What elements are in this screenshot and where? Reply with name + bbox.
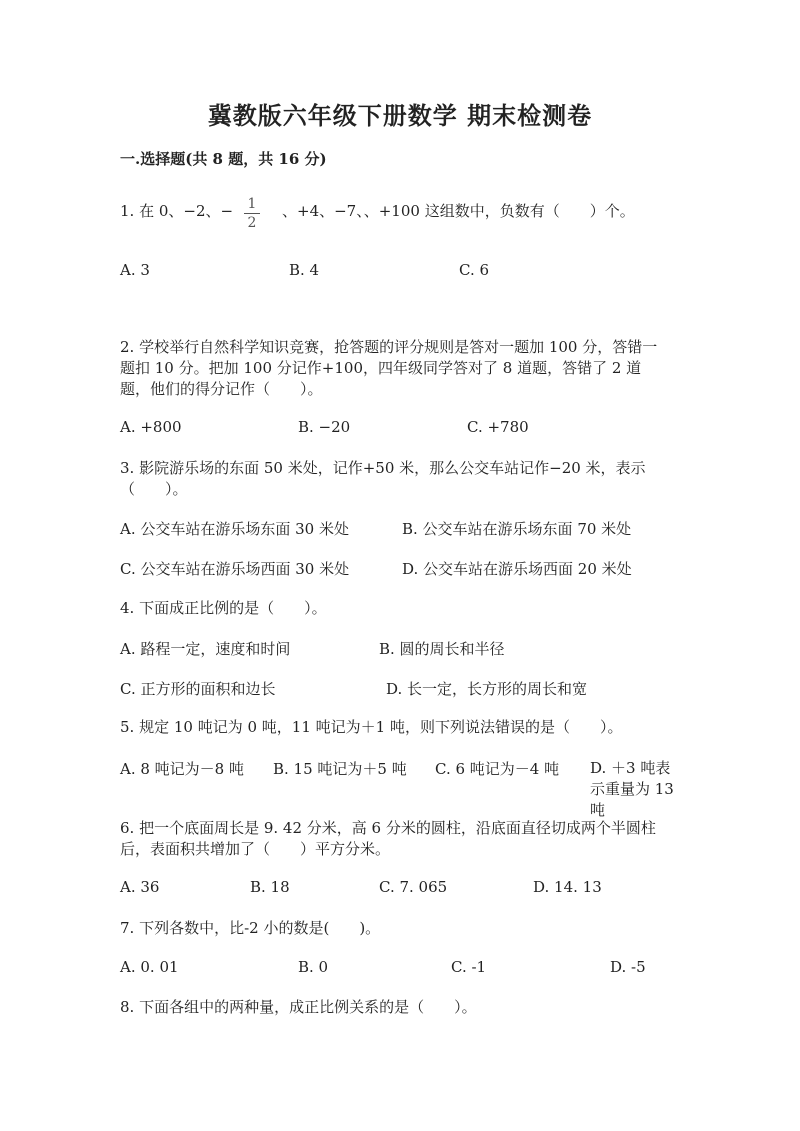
q4-option-a: A. 路程一定，速度和时间 (120, 640, 291, 658)
q3-option-b: B. 公交车站在游乐场东面 70 米处 (402, 520, 632, 538)
question-5: 5. 规定 10 吨记为 0 吨，11 吨记为＋1 吨，则下列说法错误的是（ ）。 (120, 718, 623, 736)
q7-option-c: C. -1 (451, 958, 487, 976)
q5-option-c: C. 6 吨记为－4 吨 (435, 760, 560, 778)
q5-option-a: A. 8 吨记为－8 吨 (120, 760, 244, 778)
fraction-denominator: 2 (247, 215, 257, 231)
question-4: 4. 下面成正比例的是（ ）。 (120, 599, 327, 617)
q4-option-b: B. 圆的周长和半径 (379, 640, 505, 658)
q5-option-d: D. ＋3 吨表示重量为 13 吨 (590, 759, 674, 819)
q6-option-d: D. 14. 13 (533, 878, 602, 896)
q3-option-a: A. 公交车站在游乐场东面 30 米处 (120, 520, 349, 538)
question-1 (120, 201, 233, 222)
q6-option-c: C. 7. 065 (379, 878, 448, 896)
q1-option-b: B. 4 (289, 261, 320, 279)
q2-option-b: B. −20 (298, 418, 351, 436)
q2-option-a: A. +800 (120, 418, 182, 436)
q6-option-a: A. 36 (120, 878, 160, 896)
page-title: 冀教版六年级下册数学 期末检测卷 (207, 101, 593, 130)
fraction-numerator: 1 (247, 196, 257, 212)
question-3: 3. 影院游乐场的东面 50 米处，记作+50 米，那么公交车站记作−20 米，表示（ ）。 (120, 459, 646, 498)
q4-option-c: C. 正方形的面积和边长 (120, 680, 276, 698)
question-1-text-before: 1. 在 0、−2、− (120, 202, 234, 220)
q1-option-a: A. 3 (120, 261, 150, 279)
question-1-text-after: 、+4、−7、、+100 这组数中，负数有（ ）个。 (282, 202, 635, 220)
section-heading: 一.选择题(共 8 题，共 16 分) (120, 150, 327, 168)
fraction-bar (244, 213, 260, 214)
q7-option-d: D. -5 (610, 958, 646, 976)
q7-option-a: A. 0. 01 (120, 958, 179, 976)
q3-option-d: D. 公交车站在游乐场西面 20 米处 (402, 560, 632, 578)
question-7: 7. 下列各数中，比-2 小的数是( )。 (120, 919, 381, 937)
question-8: 8. 下面各组中的两种量，成正比例关系的是（ ）。 (120, 998, 477, 1016)
q6-option-b: B. 18 (250, 878, 290, 896)
question-2: 2. 学校举行自然科学知识竞赛，抢答题的评分规则是答对一题加 100 分，答错一题扣 10 分。把加 100 分记作+100，四年级同学答对了 8 道题，答错了 2 道题，他们的得分记作（ ）。 (120, 338, 658, 398)
q5-option-b: B. 15 吨记为＋5 吨 (273, 760, 407, 778)
q3-option-c: C. 公交车站在游乐场西面 30 米处 (120, 560, 350, 578)
q2-option-c: C. +780 (467, 418, 529, 436)
q7-option-b: B. 0 (298, 958, 329, 976)
q1-option-c: C. 6 (459, 261, 490, 279)
question-1-fraction (244, 196, 260, 231)
q4-option-d: D. 长一定，长方形的周长和宽 (386, 680, 588, 698)
question-6: 6. 把一个底面周长是 9. 42 分米，高 6 分米的圆柱，沿底面直径切成两个半圆柱后，表面积共增加了（ ）平方分米。 (120, 819, 656, 858)
